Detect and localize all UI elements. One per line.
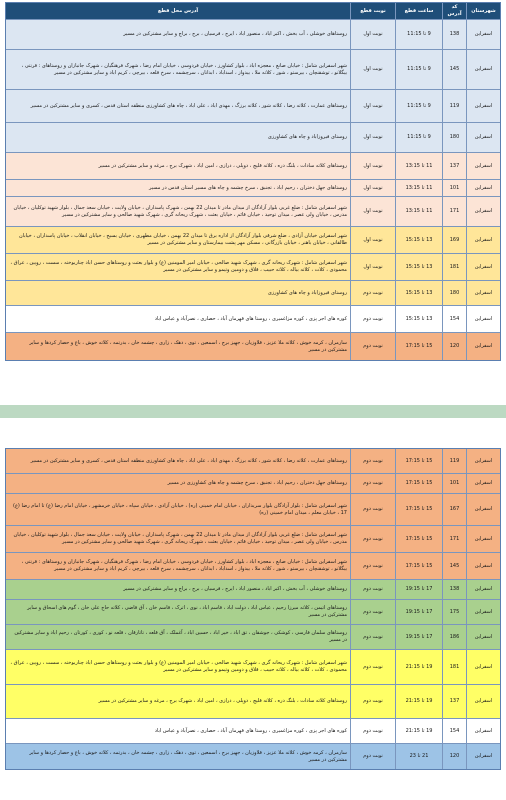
table-row [6, 474, 500, 494]
header-time: ساعت قطع [395, 3, 442, 19]
cell-time: 15 تا 17:15 [395, 553, 442, 579]
cell-code: 101 [442, 180, 466, 196]
table-row [6, 580, 500, 600]
cell-time: 13 تا 15:15 [395, 281, 442, 305]
cell-code: 101 [442, 474, 466, 493]
cell-area: روستاهای جهل دختران ، رحیم اباد ، تجنبق ، سرخ چشمه و چاه های کشاورزی در مسیر [167, 480, 347, 487]
cell-time: 15 تا 17:15 [395, 494, 442, 525]
cell-area: شهر اسفراین شامل : ضلع غربی بلوار آزادگان از میدان مادر تا میدان 22 بهمن ، شهرک پاسداران ، خیابان ولایت ، خیابان سعد جمال ، بلوار شهید توکلیان ، خیابان مدرس ، خیابان ولی عصر ، میدان توحید ، خیابان قائم ، خیابان بعثت ، شهرک ریحانه گری ، شهرک شهید صالحی و سایر مشترکین در مسیر [13, 204, 347, 218]
table-row [6, 180, 500, 197]
cell-area: روستاهای کلاته سادات ، بلنگ دره ، کلاته قلیچ ، دوپلی ، درازی ، امین اباد ، شهرک برج ، مرغه و سایر مشترکین در مسیر [98, 162, 347, 169]
cell-city: اسفراین [466, 180, 500, 196]
cell-area: شهر اسفراین شامل : ضلع غربی بلوار آزادگان از میدان مادر تا میدان 22 بهمن ، شهرک پاسداران ، خیابان ولایت ، خیابان سعد جمال ، بلوار شهید توکلیان ، خیابان مدرس ، خیابان ولی عصر ، میدان توحید ، خیابان قائم ، خیابان بعثت ، شهرک ریحانه گری ، شهرک شهید صالحی و سایر مشترکین در مسیر [13, 532, 347, 545]
table-row [6, 625, 500, 650]
cell-time: 17 تا 19:15 [395, 600, 442, 624]
table-row [6, 685, 500, 719]
cell-code: 167 [442, 494, 466, 525]
table-row [6, 281, 500, 306]
cell-time: 11 تا 13:15 [395, 153, 442, 179]
cell-turn: نوبت دوم [350, 744, 395, 769]
cell-area: روستاهای جهل دختران ، رحیم اباد ، تجنبق ، سرخ چشمه و چاه های مسیر استان قدس در مسیر [149, 184, 347, 191]
table-row [6, 553, 500, 580]
cell-code: 180 [442, 281, 466, 305]
cell-area: روستای فیروزاباد و چاه های کشاورزی [267, 289, 347, 296]
cell-area: روستاهای عمارت ، کلاته رضا ، کلاته شور ، کلاته برزگ ، مهدی اباد ، علی اباد ، چاه های کشاورزی منطقه استان قدس ، کسری و سایر مشترکین در مسیر [30, 102, 347, 109]
section-divider [0, 405, 506, 418]
cell-code: 120 [442, 744, 466, 769]
header-area: آدرس محل قطع [157, 7, 199, 14]
cell-city: اسفراین [466, 600, 500, 624]
cell-turn: نوبت دوم [350, 281, 395, 305]
cell-time: 19 تا 21:15 [395, 719, 442, 743]
cell-time: 17 تا 19:15 [395, 580, 442, 599]
cell-city: اسفراین [466, 153, 500, 179]
cell-turn: نوبت اول [350, 180, 395, 196]
cell-time: 15 تا 17:15 [395, 526, 442, 552]
cell-area: روستای فیروزاباد و چاه های کشاورزی [267, 134, 347, 141]
table-row [6, 744, 500, 769]
cell-code: 175 [442, 600, 466, 624]
cell-time: 9 تا 11:15 [395, 90, 442, 122]
cell-time: 11 تا 13:15 [395, 180, 442, 196]
cell-code: 181 [442, 254, 466, 280]
cell-turn: نوبت اول [350, 254, 395, 280]
cell-turn: نوبت دوم [350, 600, 395, 624]
cell-turn: نوبت اول [350, 227, 395, 253]
cell-area: روستاهای اتیمن ، کلاته میرزا رحیم ، عباس اباد ، دولت اباد ، قاسم اباد ، نوی ، اترک ، قاسم خان ، آق قاضی ، کلاته حاج علی خان ، گوم های اسحاق و سایر مشترکین در مسیر [27, 605, 347, 618]
cell-code: 145 [442, 50, 466, 89]
cell-area: روستاهای خوشلی ، آب بخش ، اکبر اباد ، منصور اباد ، ایرج ، فرسیان ، برج ، براچ و سایر مشترکین در مسیر [123, 586, 347, 593]
cell-code: 138 [442, 580, 466, 599]
table-row [6, 197, 500, 227]
cell-turn: نوبت اول [350, 90, 395, 122]
cell-city: اسفراین [466, 50, 500, 89]
cell-turn: نوبت دوم [350, 449, 395, 473]
table-row [6, 600, 500, 625]
cell-time: 13 تا 15:15 [395, 227, 442, 253]
cell-area: شهر اسفراین شامل : خیابان صانع ، معجزه اباد ، بلوار کشاورز ، خیابان فردوسی ، خیابان امام رضا ، شهرک فرهنگیان ، شهرک جانبازان و روستاهای : قرنتی ، بیگلانو ، توشقنچان ، بیرستو ، شور ، کلاته ملا ، بیدواز ، اسداباد ، ابدانان ، سرچشمه ، سرخ قلعه ، بیرچی ، کریم اباد و سایر مشترکین در مسیر [21, 559, 347, 572]
cell-area: روستاهای عمارت ، کلاته رضا ، کلاته شور ، کلاته برزگ ، مهدی اباد ، علی اباد ، چاه های کشاورزی منطقه استان قدس ، کسری و سایر مشترکین در مسیر [30, 457, 347, 464]
cell-time: 9 تا 11:15 [395, 50, 442, 89]
cell-area: شهر اسفراین شامل : خیابان صانع ، معجزه اباد ، بلوار کشاورز ، خیابان فردوسی ، خیابان امام رضا ، شهرک فرهنگیان ، شهرک جانبازان و روستاهای : قرنتی ، بیگلانو ، توشقنچان ، بیرستو ، شور ، کلاته ملا ، بیدواز ، اسداباد ، ابدانان ، سرچشمه ، سرخ قلعه ، بیرچی ، کریم اباد و سایر مشترکین در مسیر [21, 62, 347, 76]
table-row [6, 123, 500, 153]
cell-time: 9 تا 11:15 [395, 20, 442, 49]
cell-turn: نوبت دوم [350, 650, 395, 684]
table-row [6, 306, 500, 333]
cell-city: اسفراین [466, 744, 500, 769]
cell-city: اسفراین [466, 685, 500, 718]
cell-area: روستاهای کلاته سادات ، بلنگ دره ، کلاته قلیچ ، دوپلی ، درازی ، امین اباد ، شهرک برج ، مرغه و سایر مشترکین در مسیر [98, 698, 347, 705]
cell-city: اسفراین [466, 306, 500, 332]
table-row [6, 494, 500, 526]
cell-turn: نوبت اول [350, 123, 395, 152]
table-row [6, 50, 500, 90]
table-row [6, 153, 500, 180]
cell-time: 19 تا 21:15 [395, 685, 442, 718]
cell-city: اسفراین [466, 20, 500, 49]
table-row [6, 333, 500, 360]
cell-code: 119 [442, 449, 466, 473]
cell-code: 145 [442, 553, 466, 579]
cell-city: اسفراین [466, 449, 500, 473]
cell-area: روستاهای سلمان فارسی ، کوشکی ، جوشقان ، تق اباد ، خیر اباد ، حسین اباد ، آغملک ، آق قلعه ، تاتارقان ، قلعه نو ، کوری ، کورتان ، رحیم اباد و سایر مشترکین در مسیر [14, 630, 347, 643]
cell-time: 13 تا 15:15 [395, 306, 442, 332]
cell-turn: نوبت دوم [350, 685, 395, 718]
cell-code: 120 [442, 333, 466, 360]
cell-time: 15 تا 17:15 [395, 474, 442, 493]
cell-code: 169 [442, 227, 466, 253]
cell-code: 119 [442, 90, 466, 122]
cell-code: 137 [442, 685, 466, 718]
cell-turn: نوبت اول [350, 197, 395, 226]
outage-table-2 [5, 448, 501, 770]
cell-area: کوره های اجر پزی ، کوره مزاغمیری ، روستا های قهرمان آباد ، حصاری ، نصرآباد و عباس اباد [154, 727, 347, 734]
cell-turn: نوبت دوم [350, 494, 395, 525]
cell-time: 19 تا 21:15 [395, 650, 442, 684]
cell-city: اسفراین [466, 526, 500, 552]
table-row [6, 90, 500, 123]
cell-turn: نوبت دوم [350, 625, 395, 649]
cell-turn: نوبت دوم [350, 333, 395, 360]
cell-turn: نوبت اول [350, 50, 395, 89]
header-turn: نوبت قطع [350, 3, 395, 19]
table-row [6, 526, 500, 553]
cell-city: اسفراین [466, 197, 500, 226]
cell-area: شهر اسفراین شامل : شهرک ریحانه گری ، شهرک شهید صالحی ، خیابان امیر المومنین (ع) و بلوار بعثت و روستاهای حسن اباد چناربوخته ، سست ، رویین ، عراق ، محمودی ، کلات ، کلاته بیاله ، کلاته حبیب ، قلاق و دومین وتیمو و سایر مشترکین در مسیر [10, 660, 347, 673]
table-row [6, 650, 500, 685]
cell-code: 137 [442, 153, 466, 179]
table-header [6, 3, 500, 20]
cell-city: اسفراین [466, 580, 500, 599]
cell-area: شهر اسفراین شامل : بلوار آزادگان بلوار سربداران ، خیابان امام خمینی (ره) ، خیابان آزادی ، خیابان سپاه ، خیابان خرمشهر ، خیابان امام رضا (ع) تا امام رضا (ع) 17 ، خیابان معلم ، میدان امام خمینی (ره) [13, 502, 347, 516]
header-code: کد آدرس [442, 3, 466, 19]
cell-city: اسفراین [466, 254, 500, 280]
cell-city: اسفراین [466, 650, 500, 684]
cell-area: سارمران ، کرمه خوش ، کلاته ملا عزیز ، قلاوزیان ، جهیز برج ، اسمعین ، توی ، دهک ، زاری ، چشمه خان ، بدرتمه ، کلاته خوش ، باغ و حصار کردها و سایر مشترکین در مسیر [29, 749, 347, 763]
cell-area: سارمران ، کرمه خوش ، کلاته ملا عزیز ، قلاوزیان ، جهیز برج ، اسمعین ، توی ، دهک ، زاری ، چشمه خان ، بدرتمه ، کلاته خوش ، باغ و حصار کردها و سایر مشترکین در مسیر [29, 339, 347, 353]
cell-time: 15 تا 17:15 [395, 449, 442, 473]
outage-table-1 [5, 2, 501, 361]
cell-turn: نوبت دوم [350, 580, 395, 599]
cell-area: روستاهای خوشلی ، آب بخش ، اکبر اباد ، منصور اباد ، ایرج ، فرسیان ، برج ، براچ و سایر مشترکین در مسیر [123, 31, 347, 38]
table-row [6, 227, 500, 254]
cell-code: 154 [442, 306, 466, 332]
cell-turn: نوبت دوم [350, 306, 395, 332]
cell-turn: نوبت اول [350, 153, 395, 179]
cell-turn: نوبت دوم [350, 474, 395, 493]
cell-code: 171 [442, 526, 466, 552]
cell-city: اسفراین [466, 719, 500, 743]
cell-city: اسفراین [466, 227, 500, 253]
cell-city: اسفراین [466, 90, 500, 122]
cell-time: 21 تا 23 [395, 744, 442, 769]
cell-area: کوره های اجر پزی ، کوره مزاغمیری ، روستا های قهرمان آباد ، حصاری ، نصرآباد و عباس اباد [154, 315, 347, 322]
cell-city: اسفراین [466, 494, 500, 525]
cell-city: اسفراین [466, 123, 500, 152]
cell-city: اسفراین [466, 333, 500, 360]
cell-city: اسفراین [466, 625, 500, 649]
cell-code: 180 [442, 123, 466, 152]
cell-turn: نوبت دوم [350, 719, 395, 743]
cell-code: 154 [442, 719, 466, 743]
table-row [6, 254, 500, 281]
cell-time: 17 تا 19:15 [395, 625, 442, 649]
cell-turn: نوبت دوم [350, 553, 395, 579]
cell-time: 13 تا 15:15 [395, 254, 442, 280]
cell-time: 11 تا 13:15 [395, 197, 442, 226]
table-row [6, 449, 500, 474]
table-row [6, 719, 500, 744]
cell-city: اسفراین [466, 553, 500, 579]
cell-city: اسفراین [466, 474, 500, 493]
cell-turn: نوبت اول [350, 20, 395, 49]
cell-code: 186 [442, 625, 466, 649]
cell-city: اسفراین [466, 281, 500, 305]
cell-code: 171 [442, 197, 466, 226]
cell-turn: نوبت دوم [350, 526, 395, 552]
cell-code: 181 [442, 650, 466, 684]
cell-area: شهر اسفراین شامل : شهرک ریحانه گری ، شهرک شهید صالحی ، خیابان امیر المومنین (ع) و بلوار بعثت و روستاهای حسن اباد چناربوخته ، سست ، رویین ، عراق ، محمودی ، کلات ، کلاته بیاله ، کلاته حبیب ، قلاق و دومین وتیمو و سایر مشترکین در مسیر [10, 260, 347, 273]
cell-area: شهر اسفراین خیابان آزادی ، ضلع شرقی بلوار آزادگان از اداره برق تا میدان 22 بهمن ، خیابان مطهری ، خیابان بسیج ، خیابان انقلاب ، خیابان پاسداران ، خیابان طالقانی ، خیابان باهنر ، خیابان بازرگانی ، مسکن مهر پشت بیمارستان و سایر مشترکین در مسیر [19, 233, 347, 246]
cell-code: 138 [442, 20, 466, 49]
cell-time: 15 تا 17:15 [395, 333, 442, 360]
cell-time: 9 تا 11:15 [395, 123, 442, 152]
table-row [6, 20, 500, 50]
header-city: شهرستان [466, 3, 500, 19]
